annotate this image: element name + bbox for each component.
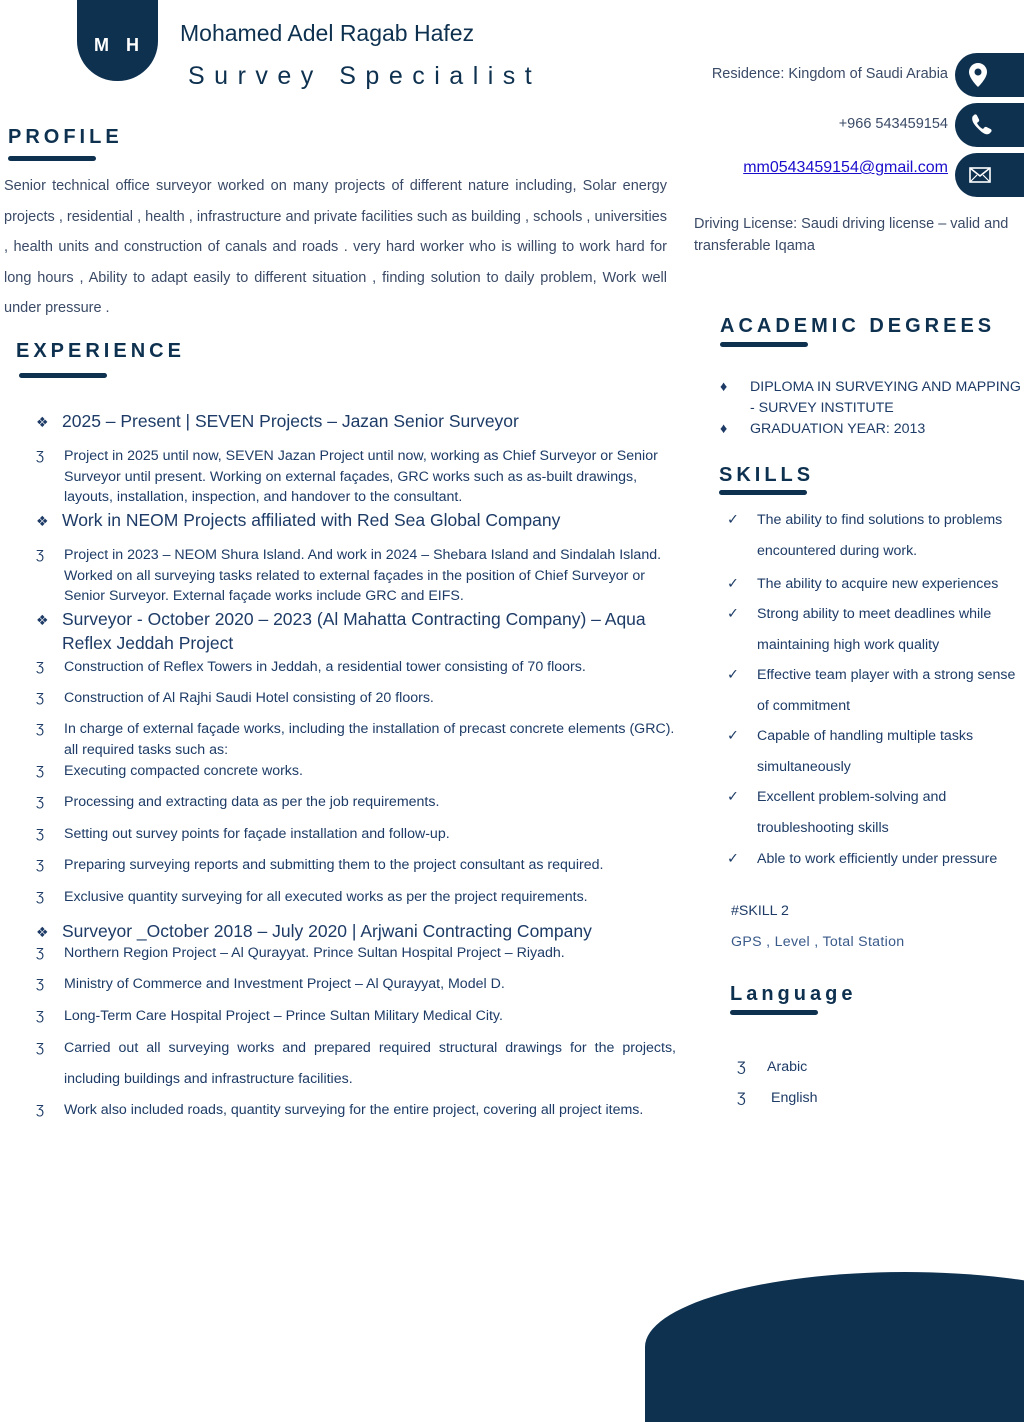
bullet-icon: Ʒ bbox=[36, 1102, 44, 1117]
email-text[interactable] bbox=[743, 159, 948, 177]
skill-text: Able to work efficiently under pressure bbox=[757, 851, 998, 867]
experience-item-text: Preparing surveying reports and submitting them to the project consultant as required. bbox=[64, 857, 604, 873]
bullet-icon: Ʒ bbox=[737, 1090, 746, 1106]
skill2-tools: GPS , Level , Total Station bbox=[731, 934, 905, 950]
profile-text: Senior technical office surveyor worked on many projects of different nature including, Solar energy projects , residential , health , infrastructure and private facilities such as building , schools , universities , health units and construction of canals and roads . very hard worker who is willing to work hard for long hours , Ability to adapt easily to different situation , finding solution to daily problem, Work well under pressure . bbox=[4, 178, 667, 316]
experience-item bbox=[36, 719, 676, 760]
experience-item-text: Long-Term Care Hospital Project – Prince Sultan Military Medical City. bbox=[64, 1008, 503, 1024]
diamond-bullet-icon: ❖ bbox=[36, 513, 49, 529]
checkmark-icon: ✓ bbox=[727, 851, 739, 867]
phone-text: +966 543459154 bbox=[838, 116, 948, 132]
experience-item bbox=[36, 855, 676, 876]
skill-text: Strong ability to meet deadlines while maintaining high work quality bbox=[757, 606, 992, 653]
skill-item bbox=[727, 505, 1024, 566]
experience-item-text: Northern Region Project – Al Qurayyat. Prince Sultan Hospital Project – Riyadh. bbox=[64, 945, 565, 961]
diamond-bullet-icon: ❖ bbox=[36, 414, 49, 430]
bullet-icon: Ʒ bbox=[36, 976, 44, 991]
academic-item bbox=[720, 377, 1024, 418]
experience-heading-item bbox=[36, 508, 676, 533]
phone-icon bbox=[969, 113, 993, 137]
academic-item-text: GRADUATION YEAR: 2013 bbox=[750, 421, 926, 437]
bullet-icon: Ʒ bbox=[36, 763, 44, 778]
experience-item-text: Project in 2023 – NEOM Shura Island. And work in 2024 – Shebara Island and Sindalah Island. Worked on all surveying tasks related to external façades in the position of Chief Surveyor or Senior Surveyor. External façade works include GRC and EIFS. bbox=[64, 547, 662, 604]
bullet-icon: Ʒ bbox=[36, 721, 44, 736]
experience-item bbox=[36, 657, 676, 678]
experience-item-text: Construction of Al Rajhi Saudi Hotel consisting of 20 floors. bbox=[64, 690, 434, 706]
experience-item-text: Executing compacted concrete works. bbox=[64, 763, 303, 779]
skills-heading: SKILLS bbox=[719, 464, 815, 486]
academic-underline bbox=[720, 342, 808, 347]
experience-heading: EXPERIENCE bbox=[16, 340, 185, 362]
checkmark-icon: ✓ bbox=[727, 728, 739, 744]
skill2-label: #SKILL 2 bbox=[731, 903, 789, 919]
driving-license: Driving License: Saudi driving license – valid and transferable Iqama bbox=[694, 216, 1009, 254]
bullet-icon: Ʒ bbox=[36, 448, 44, 463]
bullet-icon: Ʒ bbox=[36, 1008, 44, 1023]
location-tab bbox=[955, 53, 1024, 97]
skill-text: Capable of handling multiple tasks simultaneously bbox=[757, 728, 974, 775]
bullet-icon: Ʒ bbox=[36, 547, 44, 562]
diamond-bullet-icon: ♦ bbox=[720, 421, 728, 437]
job-title: Survey Specialist bbox=[188, 62, 542, 90]
experience-item-text: Exclusive quantity surveying for all executed works as per the project requirements. bbox=[64, 889, 588, 905]
profile-underline bbox=[8, 156, 96, 161]
experience-item bbox=[36, 1033, 676, 1094]
experience-item bbox=[36, 824, 676, 845]
bullet-icon: Ʒ bbox=[36, 826, 44, 841]
academic-heading: ACADEMIC DEGREES bbox=[720, 315, 996, 337]
experience-item-text: Carried out all surveying works and prepared required structural drawings for the projects, including buildings and infrastructure facilities. bbox=[64, 1040, 676, 1087]
experience-item bbox=[36, 688, 676, 709]
checkmark-icon: ✓ bbox=[727, 576, 739, 592]
job-heading: Surveyor - October 2020 – 2023 (Al Mahatta Contracting Company) – Aqua Reflex Jeddah Project bbox=[62, 609, 646, 653]
bullet-icon: Ʒ bbox=[36, 1040, 44, 1055]
experience-item bbox=[36, 974, 676, 995]
job-heading: 2025 – Present | SEVEN Projects – Jazan Senior Surveyor bbox=[62, 411, 519, 431]
envelope-icon bbox=[969, 167, 991, 183]
checkmark-icon: ✓ bbox=[727, 512, 739, 528]
phone-tab bbox=[955, 103, 1024, 147]
experience-item bbox=[36, 761, 676, 782]
residence-text: Residence: Kingdom of Saudi Arabia bbox=[711, 66, 948, 82]
experience-item bbox=[36, 887, 676, 908]
academic-item-text: DIPLOMA IN SURVEYING AND MAPPING - SURVEY INSTITUTE bbox=[750, 379, 1021, 416]
experience-heading-item bbox=[36, 607, 676, 655]
job-heading: Work in NEOM Projects affiliated with Red Sea Global Company bbox=[62, 510, 561, 530]
checkmark-icon: ✓ bbox=[727, 789, 739, 805]
experience-item-text: Project in 2025 until now, SEVEN Jazan Project until now, working as Chief Surveyor or Senior Surveyor until present. Working on external façades, GRC works such as as-built drawings, layouts, installation, inspection, and handover to the consultant. bbox=[64, 448, 658, 505]
email-tab bbox=[955, 153, 1024, 197]
job-heading: Surveyor _October 2018 – July 2020 | Arjwani Contracting Company bbox=[62, 921, 592, 941]
experience-item-text: Processing and extracting data as per the job requirements. bbox=[64, 794, 440, 810]
bullet-icon: Ʒ bbox=[36, 889, 44, 904]
diamond-bullet-icon: ❖ bbox=[36, 612, 49, 628]
bullet-icon: Ʒ bbox=[36, 659, 44, 674]
email-link[interactable]: mm0543459154@gmail.com bbox=[743, 159, 948, 176]
skill-text: The ability to acquire new experiences bbox=[757, 576, 999, 592]
monogram-badge bbox=[77, 0, 158, 81]
skill-item bbox=[727, 660, 1024, 721]
experience-heading-item bbox=[36, 409, 676, 434]
skill-text: Excellent problem-solving and troubleshooting skills bbox=[757, 789, 947, 836]
language-item bbox=[737, 1059, 807, 1075]
experience-item-text: Work also included roads, quantity surveying for the entire project, covering all project items. bbox=[64, 1102, 644, 1118]
academic-item bbox=[720, 419, 1024, 440]
experience-item bbox=[36, 943, 676, 964]
language-text: Arabic bbox=[767, 1059, 808, 1075]
monogram-text: M H bbox=[94, 35, 145, 55]
experience-heading-item bbox=[36, 919, 676, 944]
checkmark-icon: ✓ bbox=[727, 606, 739, 622]
experience-item-text: Setting out survey points for façade installation and follow-up. bbox=[64, 826, 450, 842]
footer-wave-decoration bbox=[645, 1272, 1024, 1422]
checkmark-icon: ✓ bbox=[727, 667, 739, 683]
skill-item bbox=[727, 599, 1024, 660]
diamond-bullet-icon: ❖ bbox=[36, 924, 49, 940]
experience-underline bbox=[19, 373, 107, 378]
skill-item bbox=[727, 844, 1024, 875]
language-item bbox=[737, 1090, 818, 1106]
experience-item-text: In charge of external façade works, including the installation of precast concrete elements (GRC). all required tasks such as: bbox=[64, 721, 675, 758]
bullet-icon: Ʒ bbox=[36, 690, 44, 705]
experience-item bbox=[36, 792, 676, 813]
language-heading: Language bbox=[730, 983, 857, 1005]
skill-item bbox=[727, 721, 1024, 782]
language-text: English bbox=[771, 1090, 818, 1106]
skills-underline bbox=[719, 490, 807, 495]
full-name: Mohamed Adel Ragab Hafez bbox=[180, 20, 475, 46]
experience-item-text: Construction of Reflex Towers in Jeddah, a residential tower consisting of 70 floors. bbox=[64, 659, 586, 675]
skill-text: The ability to find solutions to problems encountered during work. bbox=[757, 512, 1003, 559]
bullet-icon: Ʒ bbox=[36, 857, 44, 872]
location-pin-icon bbox=[969, 63, 987, 87]
diamond-bullet-icon: ♦ bbox=[720, 379, 728, 395]
experience-item bbox=[36, 545, 676, 607]
skill-item bbox=[727, 782, 1024, 843]
bullet-icon: Ʒ bbox=[737, 1059, 746, 1075]
skill-text: Effective team player with a strong sense of commitment bbox=[757, 667, 1016, 714]
bullet-icon: Ʒ bbox=[36, 945, 44, 960]
profile-heading: PROFILE bbox=[8, 126, 123, 148]
experience-item-text: Ministry of Commerce and Investment Project – Al Qurayyat, Model D. bbox=[64, 976, 505, 992]
experience-item bbox=[36, 446, 676, 508]
skill-item bbox=[727, 569, 1024, 600]
experience-item bbox=[36, 1006, 676, 1027]
bullet-icon: Ʒ bbox=[36, 794, 44, 809]
experience-item bbox=[36, 1095, 676, 1126]
language-underline bbox=[730, 1010, 818, 1015]
